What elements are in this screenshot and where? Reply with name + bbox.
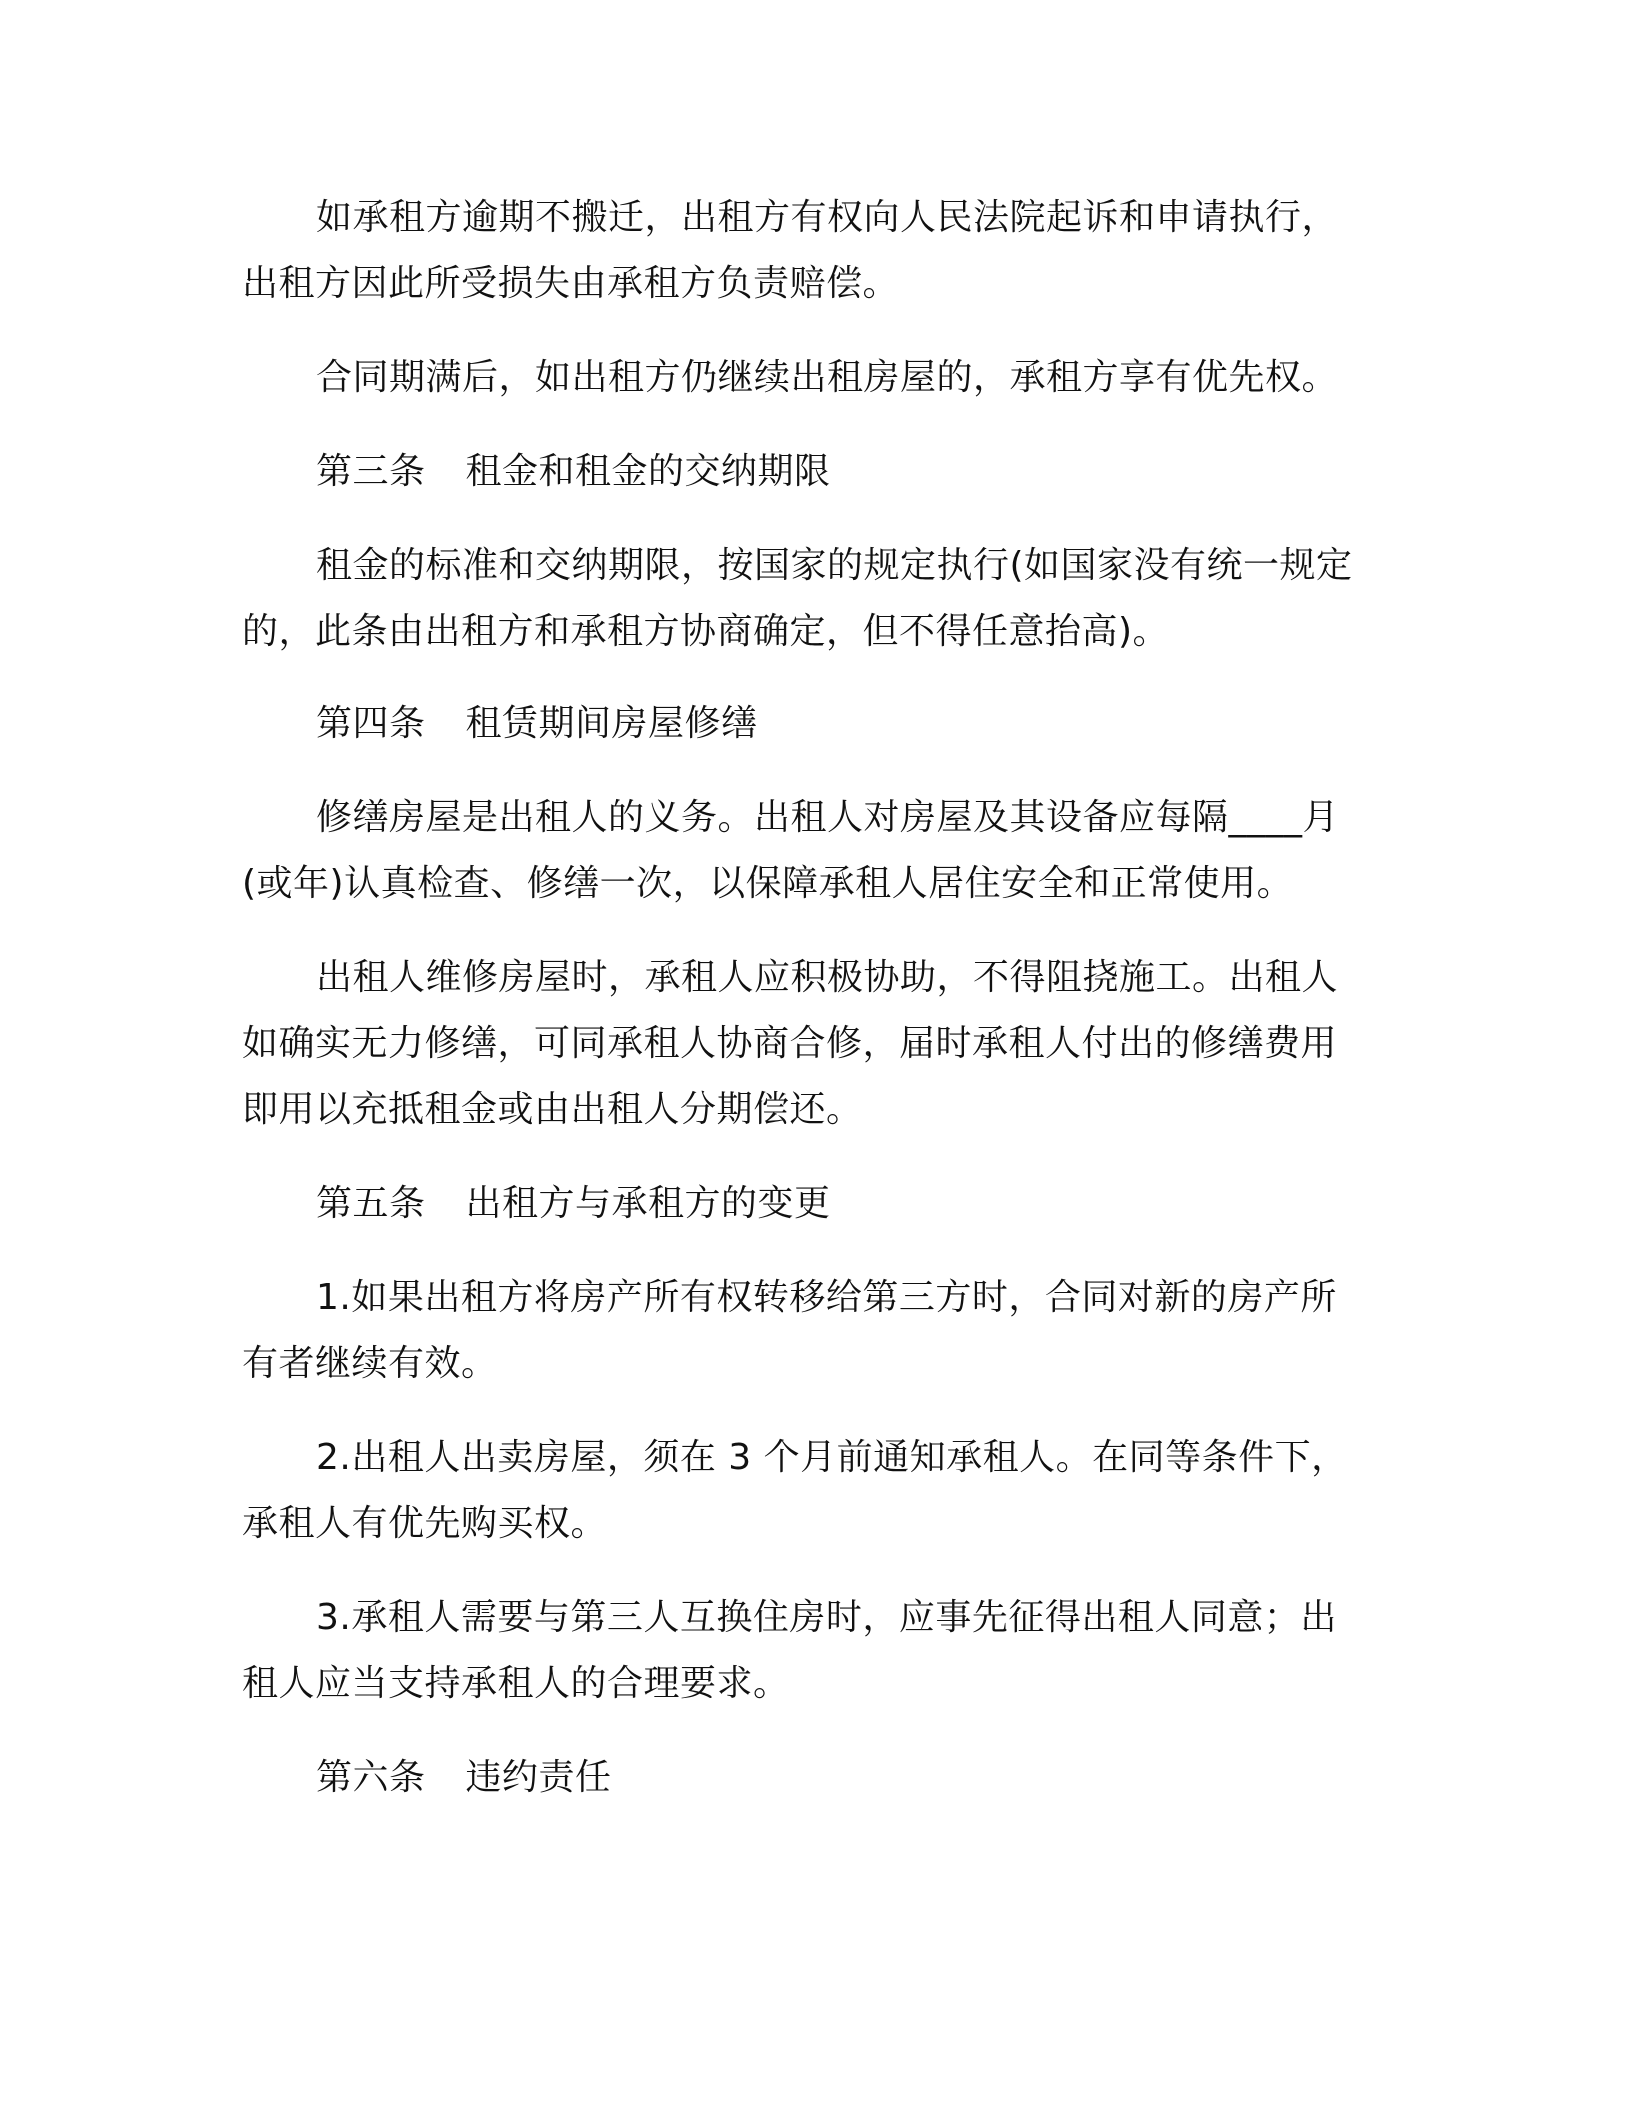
section-number: 第三条 — [316, 451, 426, 492]
section-heading-5 — [316, 1182, 831, 1226]
paragraph-line: 的，此条由出租方和承租方协商确定，但不得任意抬高)。 — [242, 611, 1170, 652]
paragraph-line: 租人应当支持承租人的合理要求。 — [242, 1663, 790, 1704]
paragraph-line: 有者继续有效。 — [242, 1343, 498, 1384]
section-title: 违约责任 — [465, 1757, 612, 1798]
paragraph-line: 如承租方逾期不搬迁，出租方有权向人民法院起诉和申请执行， — [316, 197, 1339, 238]
paragraph-line: 修缮房屋是出租人的义务。出租人对房屋及其设备应每隔____月 — [316, 797, 1340, 838]
paragraph-line: 2.出租人出卖房屋，须在 3 个月前通知承租人。在同等条件下， — [316, 1437, 1348, 1478]
paragraph-line: 1.如果出租方将房产所有权转移给第三方时，合同对新的房产所 — [316, 1277, 1337, 1318]
section-number: 第四条 — [316, 703, 426, 744]
paragraph-line: 即用以充抵租金或由出租人分期偿还。 — [242, 1089, 863, 1130]
paragraph-line: 合同期满后，如出租方仍继续出租房屋的，承租方享有优先权。 — [316, 357, 1339, 398]
paragraph-line: (或年)认真检查、修缮一次，以保障承租人居住安全和正常使用。 — [242, 863, 1294, 904]
paragraph-line: 出租人维修房屋时，承租人应积极协助，不得阻挠施工。出租人 — [316, 957, 1339, 998]
section-heading-3 — [316, 450, 831, 494]
paragraph-line: 承租人有优先购买权。 — [242, 1503, 608, 1544]
paragraph-line: 租金的标准和交纳期限，按国家的规定执行(如国家没有统一规定 — [316, 545, 1353, 586]
section-heading-4 — [316, 702, 758, 746]
section-number: 第六条 — [316, 1757, 426, 1798]
paragraph-line: 如确实无力修缮，可同承租人协商合修，届时承租人付出的修缮费用 — [242, 1023, 1338, 1064]
paragraph-line: 3.承租人需要与第三人互换住房时，应事先征得出租人同意；出 — [316, 1597, 1337, 1638]
section-title: 租赁期间房屋修缮 — [465, 703, 758, 744]
section-title: 出租方与承租方的变更 — [465, 1183, 831, 1224]
paragraph-line: 出租方因此所受损失由承租方负责赔偿。 — [242, 263, 900, 304]
section-title: 租金和租金的交纳期限 — [465, 451, 831, 492]
section-number: 第五条 — [316, 1183, 426, 1224]
section-heading-6 — [316, 1756, 612, 1800]
